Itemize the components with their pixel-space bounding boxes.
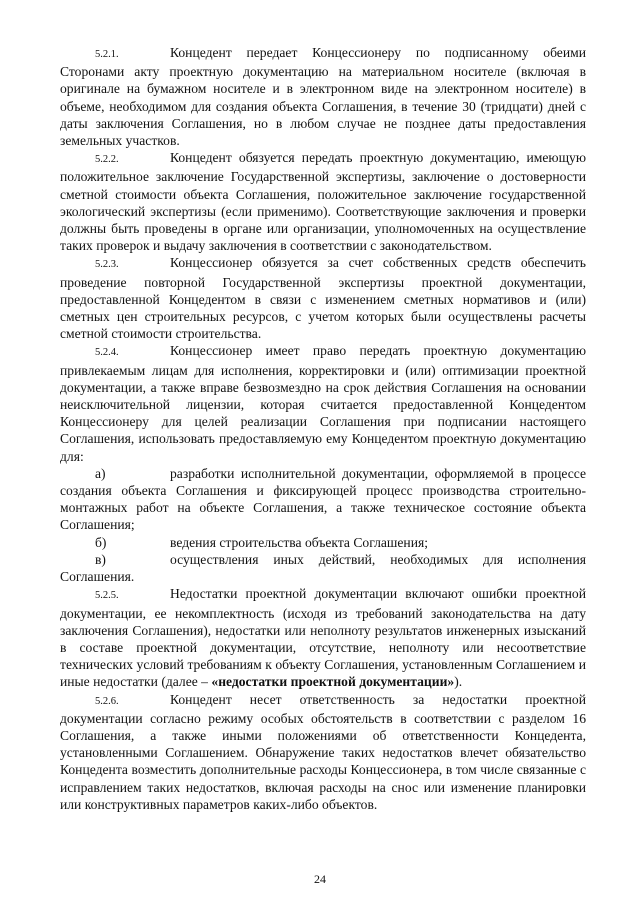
clause-5-2-3: [60, 254, 586, 342]
list-item-letter: б): [95, 534, 107, 550]
clause-5-2-6: [60, 691, 586, 813]
list-item-v: [60, 551, 586, 585]
clause-text: Концедент передает Концессионеру по подписанному обеими Сторонами акту проектную документацию на материальном носителе (включая в оригинале на бумажном носителе и в электронном виде на электронном носителе) в объеме, необходимом для создания объекта Соглашения, в течение 30 (тридцати) дней с даты заключения Соглашения, но в любом случае не позднее даты предоставления земельных участков.: [60, 45, 586, 149]
clause-number: 5.2.2.: [95, 154, 119, 166]
list-item-text: ведения строительства объекта Соглашения;: [170, 534, 429, 550]
defined-term: «недостатки проектной документации»: [211, 674, 455, 690]
clause-5-2-1: [60, 44, 586, 149]
clause-text: Недостатки проектной документации включают ошибки проектной документации, ее некомплектность (исходя из требований законодательства на дату заключения Соглашения), недостатки или неполноту результатов инженерных изысканий в составе проектной документации, отсутствие, неполноту или несоответствие технических условий требованиям к объекту Соглашения, установленным Соглашением и иные недостатки (далее –: [60, 586, 586, 690]
clause-number: 5.2.1.: [95, 49, 119, 60]
clause-text: Концедент обязуется передать проектную документацию, имеющую положительное заключение Государственной экспертизы, заключение о достоверности сметной стоимости объекта Соглашения, положительное заключение государственной экологический экспертизы (если применимо). Соответствующие заключения и проверки должны быть проведены в органе или организации, уполномоченных на осуществление таких проверок и выдачу заключения в соответствии с законодательством.: [60, 150, 586, 254]
clause-number: 5.2.6.: [95, 695, 119, 707]
clause-5-2-4: [60, 342, 586, 464]
clause-5-2-2: [60, 149, 586, 254]
list-item-text: разработки исполнительной документации, оформляемой в процессе создания объекта Соглашения и фиксирующей процесс производства строительно-монтажных работ на объекте Соглашения, а также техническое состояние объекта Соглашения;: [60, 465, 586, 533]
clause-text-end: ).: [454, 674, 463, 690]
clause-text: Концессионер обязуется за счет собственных средств обеспечить проведение повторной Государственной экспертизы проектной документации, предоставленной Концедентом в связи с изменением сметных нормативов и (или) сметных цен строительных ресурсов, с учетом которых были осуществлены расчеты сметной стоимости строительства.: [60, 255, 586, 342]
clause-text: Концедент несет ответственность за недостатки проектной документации согласно режиму особых обстоятельств в соответствии с разделом 16 Соглашения, а также иными положениями об ответственности Концедента, установленными Соглашением. Обнаружение таких недостатков влечет обязательство Концедента возместить дополнительные расходы Концессионера, в том числе связанные с исправлением таких недостатков, включая расходы на снос или изменение планировки или конструктивных параметров каких-либо объектов.: [60, 691, 586, 812]
document-page: [60, 44, 586, 813]
list-item-text: осуществления иных действий, необходимых для исполнения Соглашения.: [60, 551, 586, 585]
clause-5-2-5: [60, 585, 586, 690]
list-item-letter: а): [95, 465, 106, 481]
clause-number: 5.2.4.: [95, 347, 119, 359]
list-item-b: [60, 534, 586, 551]
list-item-a: [60, 465, 586, 534]
clause-number: 5.2.3.: [95, 259, 119, 271]
list-item-letter: в): [95, 551, 106, 567]
page-number: 24: [314, 872, 326, 886]
clause-number: 5.2.5.: [95, 590, 119, 602]
clause-text: Концессионер имеет право передать проектную документацию привлекаемым лицам для исполнения, корректировки и (или) оптимизации проектной документации, а также вправе безвозмездно на срок действия Соглашения на основании неисключительной лицензии, которая считается предоставленной Концедентом Концессионеру для целей реализации Соглашения при подписании настоящего Соглашения, использовать предоставляемую ему Концедентом проектную документацию для:: [60, 343, 586, 464]
